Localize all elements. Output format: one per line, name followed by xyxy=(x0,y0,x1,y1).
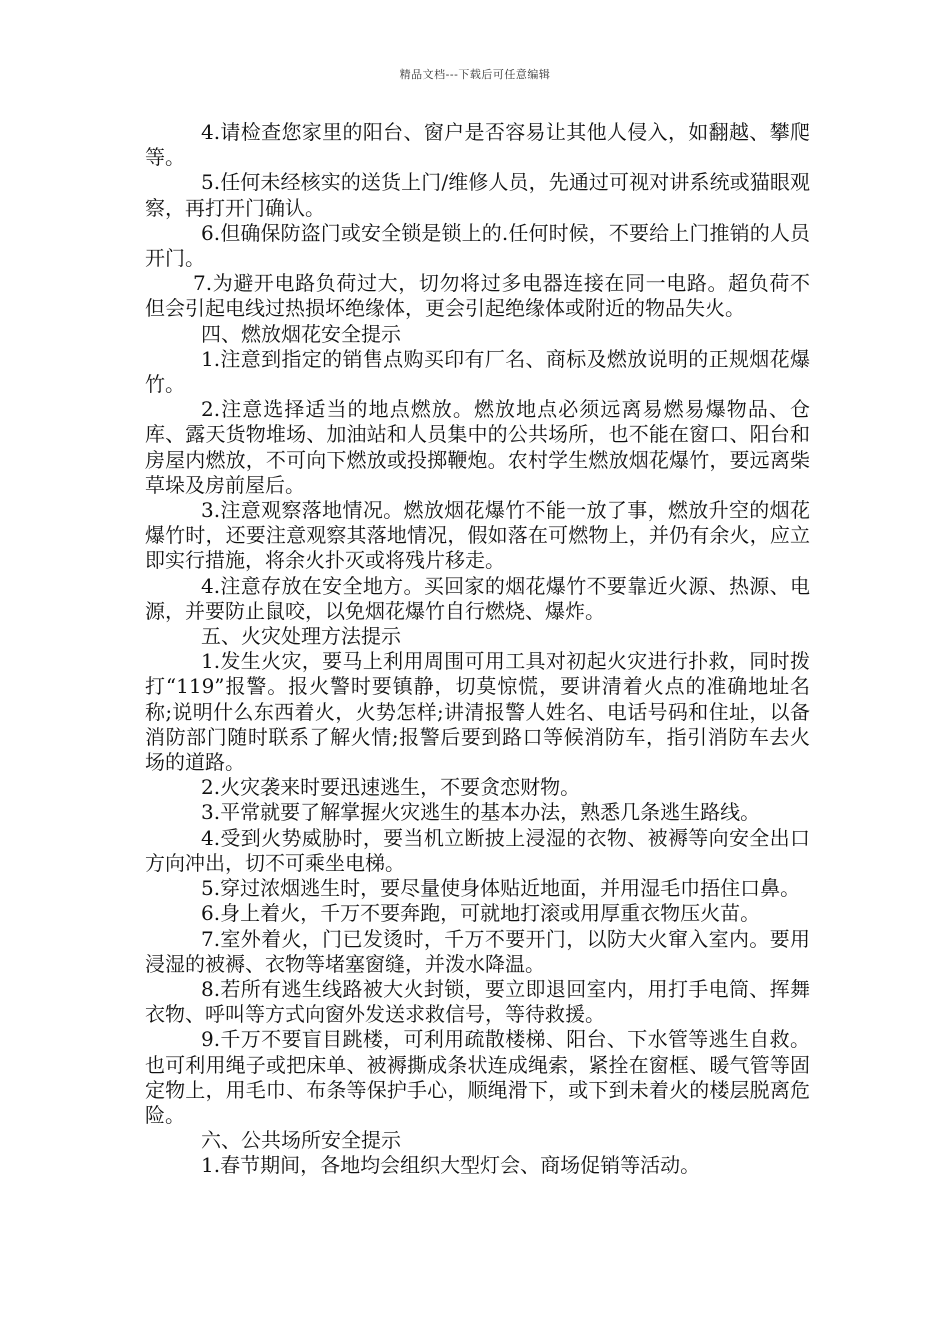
paragraph: 4.请检查您家里的阳台、窗户是否容易让其他人侵入，如翻越、攀爬等。 xyxy=(145,120,810,170)
paragraph: 6.但确保防盗门或安全锁是锁上的.任何时候，不要给上门推销的人员开门。 xyxy=(145,220,810,271)
paragraph: 4.受到火势威胁时，要当机立断披上浸湿的衣物、被褥等向安全出口方向冲出，切不可乘坐电梯。 xyxy=(145,825,810,875)
paragraph: 7.室外着火，门已发烫时，千万不要开门，以防大火窜入室内。要用浸湿的被褥、衣物等堵塞窗缝，并泼水降温。 xyxy=(145,926,810,976)
paragraph: 1.春节期间，各地均会组织大型灯会、商场促销等活动。 xyxy=(201,1153,701,1178)
paragraph: 6.身上着火，千万不要奔跑，可就地打滚或用厚重衣物压火苗。 xyxy=(201,901,761,926)
paragraph: 5.任何未经核实的送货上门/维修人员，先通过可视对讲系统或猫眼观察，再打开门确认。 xyxy=(145,170,810,220)
paragraph: 2.注意选择适当的地点燃放。燃放地点必须远离易燃易爆物品、仓库、露天货物堆场、加油站和人员集中的公共场所，也不能在窗口、阳台和房屋内燃放，不可向下燃放或投掷鞭炮。农村学生燃放烟花爆竹，要远离柴草垛及房前屋后。 xyxy=(145,397,810,497)
paragraph: 3.注意观察落地情况。燃放烟花爆竹不能一放了事，燃放升空的烟花爆竹时，还要注意观察其落地情况，假如落在可燃物上，并仍有余火，应立即实行措施，将余火扑灭或将残片移走。 xyxy=(145,498,810,573)
paragraph: 1.注意到指定的销售点购买印有厂名、商标及燃放说明的正规烟花爆竹。 xyxy=(145,346,810,397)
paragraph: 4.注意存放在安全地方。买回家的烟花爆竹不要靠近火源、热源、电源，并要防止鼠咬，以免烟花爆竹自行燃烧、爆炸。 xyxy=(145,573,810,623)
section-heading: 四、燃放烟花安全提示 xyxy=(201,321,401,346)
page-header: 精品文档---下载后可任意编辑 xyxy=(399,68,551,81)
paragraph: 3.平常就要了解掌握火灾逃生的基本办法，熟悉几条逃生路线。 xyxy=(201,800,761,825)
paragraph: 2.火灾袭来时要迅速逃生，不要贪恋财物。 xyxy=(201,775,581,800)
paragraph: 7.为避开电路负荷过大，切勿将过多电器连接在同一电路。超负荷不但会引起电线过热损坏绝缘体，更会引起绝缘体或附近的物品失火。 xyxy=(145,271,810,321)
section-heading: 五、火灾处理方法提示 xyxy=(201,624,401,649)
paragraph: 1.发生火灾，要马上利用周围可用工具对初起火灾进行扑救，同时拨打“119”报警。报火警时要镇静，切莫惊慌，要讲清着火点的准确地址名称;说明什么东西着火，火势怎样;讲清报警人姓名、电话号码和住址，以备消防部门随时联系了解火情;报警后要到路口等候消防车，指引消防车去火场的道路。 xyxy=(145,649,810,775)
document-body xyxy=(145,120,810,1179)
paragraph: 8.若所有逃生线路被大火封锁，要立即退回室内，用打手电筒、挥舞衣物、呼叫等方式向窗外发送求救信号，等待救援。 xyxy=(145,976,810,1027)
paragraph: 9.千万不要盲目跳楼，可利用疏散楼梯、阳台、下水管等逃生自救。也可利用绳子或把床单、被褥撕成条状连成绳索，紧拴在窗框、暖气管等固定物上，用毛巾、布条等保护手心，顺绳滑下，或下到未着火的楼层脱离危险。 xyxy=(145,1027,810,1127)
paragraph: 5.穿过浓烟逃生时，要尽量使身体贴近地面，并用湿毛巾捂住口鼻。 xyxy=(201,876,801,901)
section-heading: 六、公共场所安全提示 xyxy=(201,1128,401,1153)
